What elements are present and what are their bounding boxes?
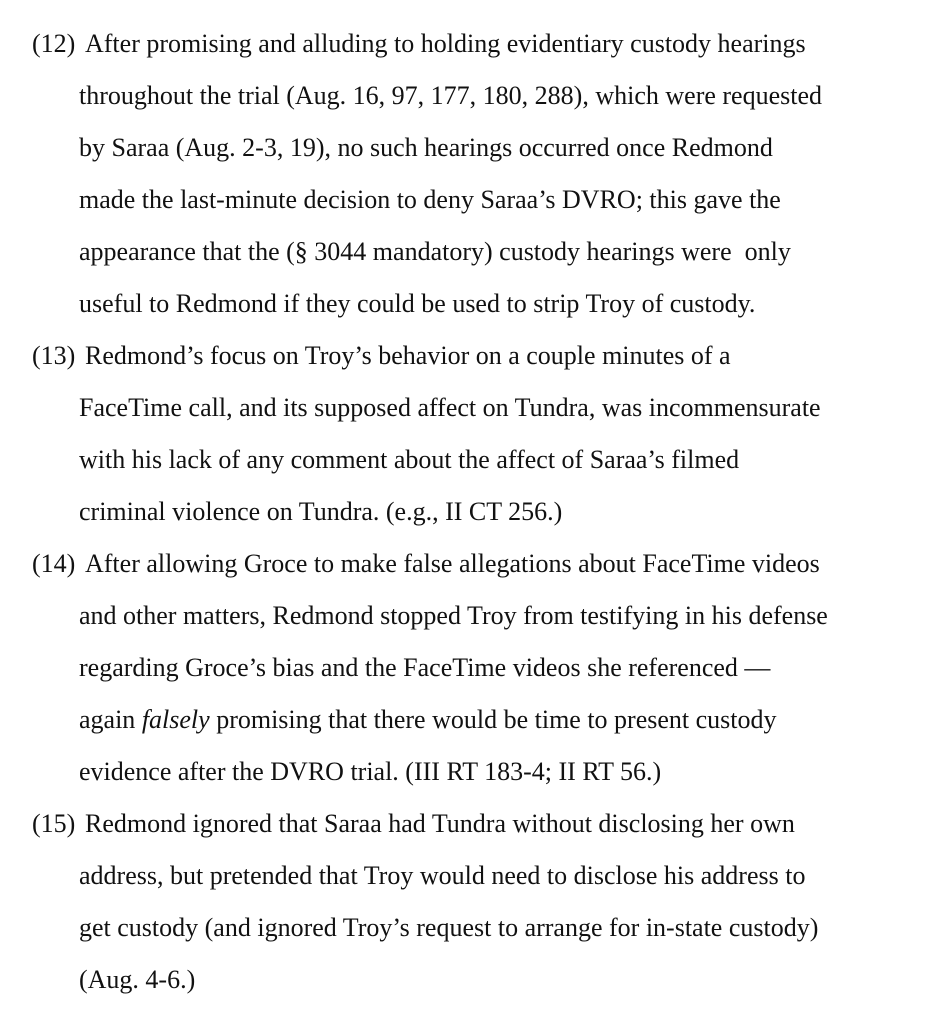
text-line: by Saraa (Aug. 2-3, 19), no such hearings occurred once Redmond	[79, 133, 773, 162]
text-line: After allowing Groce to make false allegations about FaceTime videos	[85, 549, 820, 578]
text-line: and other matters, Redmond stopped Troy from testifying in his defense	[79, 601, 828, 630]
list-item-12	[0, 18, 936, 330]
text-line: with his lack of any comment about the affect of Saraa’s filmed	[79, 445, 740, 474]
text-line: get custody (and ignored Troy’s request to arrange for in-state custody)	[79, 913, 819, 942]
text-line: regarding Groce’s bias and the FaceTime videos she referenced —	[79, 653, 771, 682]
text-line: made the last-minute decision to deny Saraa’s DVRO; this gave the	[79, 185, 781, 214]
list-item-15	[0, 798, 936, 1006]
item-number: (13)	[32, 341, 76, 370]
text-line: address, but pretended that Troy would need to disclose his address to	[79, 861, 806, 890]
item-number: (12)	[32, 29, 76, 58]
text-segment: promising that there would be time to present custody	[209, 705, 777, 734]
text-line: throughout the trial (Aug. 16, 97, 177, 180, 288), which were requested	[79, 81, 823, 110]
text-line: useful to Redmond if they could be used to strip Troy of custody.	[79, 289, 756, 318]
text-line: appearance that the (§ 3044 mandatory) custody hearings were only	[79, 237, 791, 266]
text-line: (Aug. 4-6.)	[79, 965, 196, 994]
list-item-14	[0, 538, 936, 798]
emphasis-falsely: falsely	[141, 705, 210, 734]
text-line	[79, 694, 916, 746]
item-number: (15)	[32, 809, 76, 838]
text-segment: again	[79, 705, 142, 734]
text-line: Redmond’s focus on Troy’s behavior on a couple minutes of a	[85, 341, 731, 370]
item-number: (14)	[32, 549, 76, 578]
text-line: evidence after the DVRO trial. (III RT 183-4; II RT 56.)	[79, 757, 662, 786]
text-line: After promising and alluding to holding evidentiary custody hearings	[85, 29, 806, 58]
text-line: FaceTime call, and its supposed affect on Tundra, was incommensurate	[79, 393, 821, 422]
text-line: Redmond ignored that Saraa had Tundra without disclosing her own	[85, 809, 795, 838]
list-item-13	[0, 330, 936, 538]
text-line: criminal violence on Tundra. (e.g., II CT 256.)	[79, 497, 563, 526]
